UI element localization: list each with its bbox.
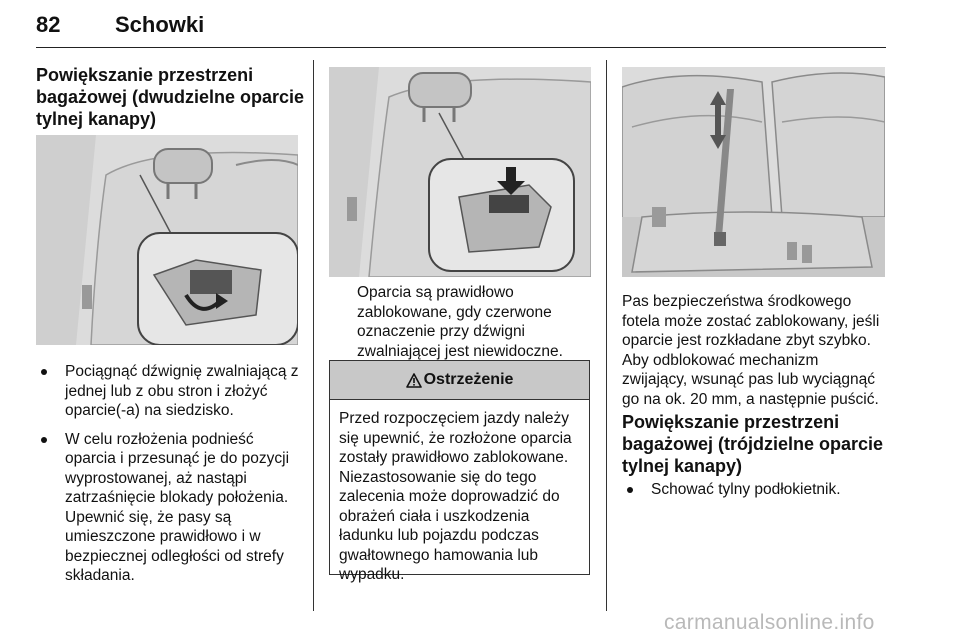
seatbelt-paragraph: Pas bezpieczeństwa środkowego fotela może zostać zablokowany, jeśli oparcie jest rozkładane zbyt szybko. Aby odblokować mechanizm zwijający, wsunąć pas lub wyciągnąć go na ok. 20 mm, a następnie puścić. <box>622 293 880 408</box>
section-heading-three-part-backrest: Powiększanie przestrzeni bagażowej (trójdzielne oparcie tylnej kanapy) <box>622 412 884 476</box>
warning-text: Przed rozpoczęciem jazdy należy się upewnić, że rozłożone oparcia zostały prawidłowo zablokowane. Niezastosowanie się do tego zalecenia może doprowadzić do obrażeń ciała i uszkodzenia ładunku lub pojazdu podczas gwałtownego hamowania lub wypadku. <box>339 410 572 583</box>
illustration-center-seatbelt <box>622 67 885 277</box>
warning-box <box>329 360 590 583</box>
illustration-release-lever <box>36 135 298 345</box>
column-divider-1 <box>313 60 314 611</box>
chapter-title: Schowki <box>115 12 205 37</box>
instruction-list-2 <box>622 480 886 509</box>
warning-triangle-icon <box>406 373 422 388</box>
column-divider-2 <box>606 60 607 611</box>
warning-title: Ostrzeżenie <box>423 371 514 388</box>
page-number: 82 <box>36 12 61 37</box>
bullet-icon <box>41 437 47 443</box>
warning-header <box>330 361 589 400</box>
lock-caption: Oparcia są prawidłowo zablokowane, gdy czerwone oznaczenie przy dźwigni zwalniającej jest niewidoczne. <box>357 284 563 360</box>
list-item: Pociągnąć dźwignię zwalniającą z jednej lub z obu stron i złożyć oparcie(-a) na siedzisko. <box>36 362 301 421</box>
bullet-icon <box>41 369 47 375</box>
watermark: carmanualsonline.info <box>664 611 875 634</box>
header-rule <box>36 47 886 48</box>
list-item: W celu rozłożenia podnieść oparcia i przesunąć je do pozycji wyprostowanej, aż nastąpi zatrzaśnięcie blokady położenia. Upewnić się, że pasy są umieszczone prawidłowo i w bezpiecznej odległości od strefy składania. <box>36 430 301 586</box>
list-item: Schować tylny podłokietnik. <box>622 480 886 500</box>
section-heading-two-part-backrest: Powiększanie przestrzeni bagażowej (dwudzielne oparcie tylnej kanapy) <box>36 65 305 129</box>
bullet-icon <box>627 487 633 493</box>
illustration-lock-indicator <box>329 67 591 277</box>
instruction-list-1 <box>36 362 301 595</box>
